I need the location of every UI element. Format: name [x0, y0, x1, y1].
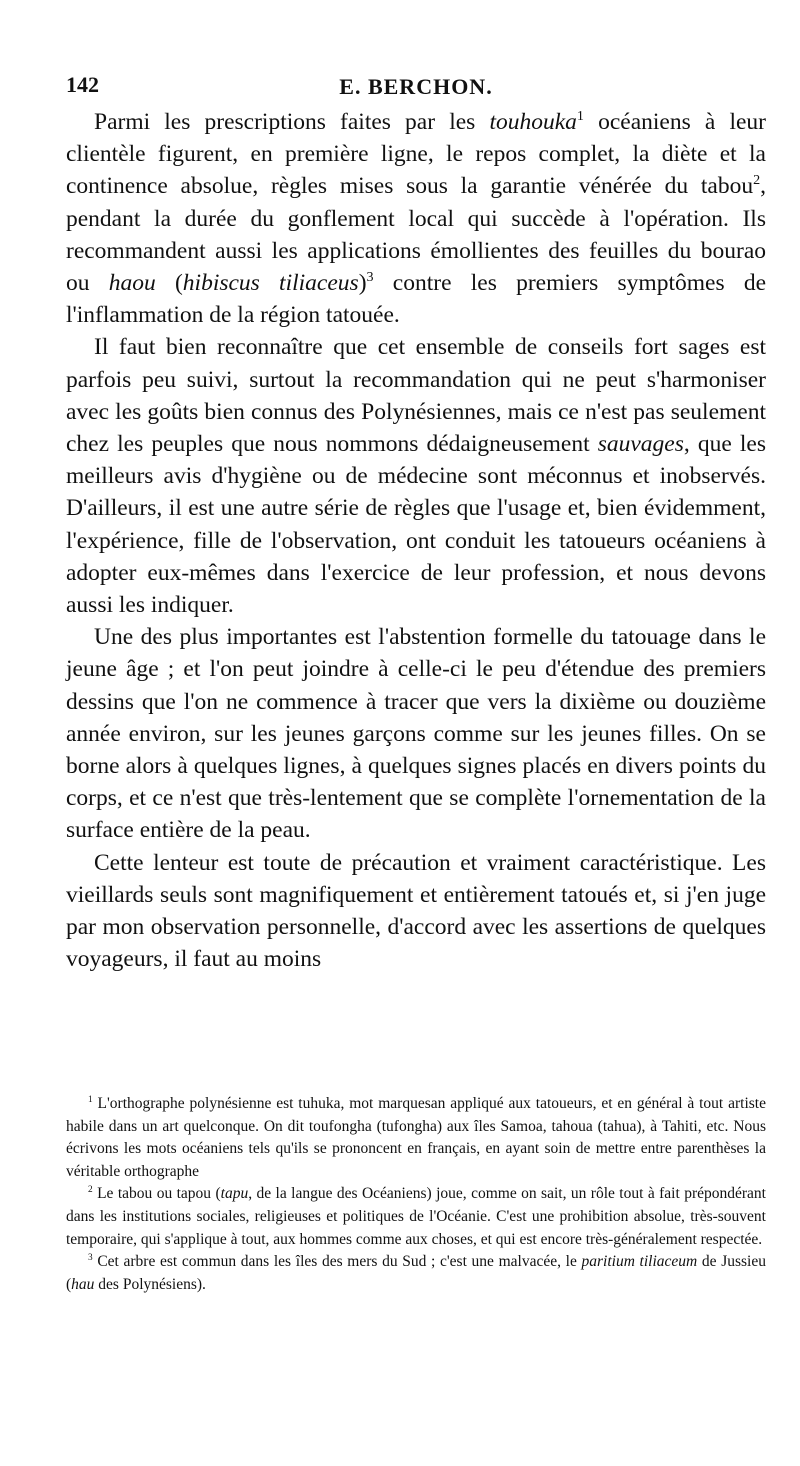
page-header — [66, 72, 766, 108]
text-segment: de Jussieu ( — [66, 1253, 766, 1293]
text-segment: Il faut bien reconnaître que cet ensemble de conseils fort sages est parfois peu suivi, surtout la recommandation qui ne peut s'harmoniser avec les goûts bien connus des Polynésiennes, mais ce n'est pas seulement chez les peuples que nous nommons dédaigneusement — [66, 334, 766, 458]
text-segment: , pendant la durée du gonflement local qui succède à l'opération. Ils recommandent aussi les applications émollientes des feuilles du bourao ou — [66, 173, 766, 297]
text-segment: ) — [358, 270, 367, 297]
italic-text: sauvages — [597, 431, 684, 458]
note-reference: 2 — [88, 1185, 93, 1196]
text-segment: , que les meilleurs avis d'hygiène ou de médecine sont méconnus et inobservés. D'ailleurs, il est une autre série de règles que l'usage et, bien évidemment, l'expérience, fille de l'observation, ont conduit les tatoueurs océaniens à adopter eux-mêmes dans l'exercice de leur profession, et nous devons aussi les indiquer. — [66, 431, 766, 619]
page-number: 142 — [66, 72, 99, 97]
paragraph — [66, 106, 766, 331]
italic-text: hibiscus tiliaceus — [182, 270, 359, 297]
text-segment: Cette lenteur est toute de précaution et vraiment caractéristique. Les vieillards seuls sont magnifiquement et entièrement tatoués et, si j'en juge par mon observation personnelle, d'accord avec les assertions de quelques voyageurs, il faut au moins — [66, 849, 766, 973]
footnote — [66, 1093, 766, 1183]
footnote — [66, 1183, 766, 1251]
italic-text: touhouka — [489, 109, 577, 135]
italic-text: haou — [108, 270, 156, 297]
note-reference: 1 — [88, 1094, 93, 1105]
note-reference: 3 — [88, 1253, 93, 1263]
paragraph — [66, 621, 766, 846]
text-segment: contre les premiers symptômes de l'inflammation de la région tatouée. — [66, 270, 766, 329]
text-segment: océaniens à leur clientèle figurent, en première ligne, le repos complet, la diète et la continence absolue, règles mises sous la garantie vénérée du tabou — [66, 109, 766, 200]
text-segment: ( — [155, 270, 183, 297]
italic-text: paritium tiliaceum — [581, 1253, 698, 1271]
text-segment: des Polynésiens). — [94, 1275, 206, 1293]
note-reference: 2 — [753, 172, 761, 189]
paragraph — [66, 331, 766, 621]
text-segment: Une des plus importantes est l'abstention formelle du tatouage dans le jeune âge ; et l'on peut joindre à celle-ci le peu d'étendue des premiers dessins que l'on ne commence à tracer que vers la dixième ou douzième année environ, sur les jeunes garçons comme sur les jeunes filles. On se borne alors à quelques lignes, à quelques signes placés en divers points du corps, et ce n'est que très-lentement que se complète l'ornementation de la surface entière de la peau. — [66, 624, 766, 844]
text-segment: Cet arbre est commun dans les îles des mers du Sud ; c'est une malvacée, le — [92, 1253, 582, 1271]
footnotes — [66, 1093, 766, 1296]
text-segment: L'orthographe polynésienne est tuhuka, mot marquesan appliqué aux tatoueurs, et en général à tout artiste habile dans un art quelconque. On dit toufongha (tufongha) aux îles Samoa, tahoua (tahua), à Tahiti, etc. Nous écrivons les mots océaniens tels qu'ils se prononcent en français, en ayant soin de mettre entre parenthèses la véritable orthographe — [66, 1095, 766, 1180]
italic-text: tapu — [220, 1185, 249, 1203]
text-segment: , de la langue des Océaniens) joue, comme on sait, un rôle tout à fait prépondérant dans les institutions sociales, religieuses et politiques de l'Océanie. C'est une prohibition absolue, très-souvent temporaire, qui s'applique à tout, aux hommes comme aux choses, et qui est encore très-généralement respectée. — [66, 1185, 766, 1248]
italic-text: hau — [71, 1275, 95, 1293]
footnote — [66, 1251, 766, 1296]
paragraph — [66, 847, 766, 976]
text-segment: Le tabou ou tapou ( — [92, 1185, 221, 1203]
note-reference: 1 — [576, 108, 584, 125]
running-title: E. BERCHON. — [339, 74, 493, 99]
note-reference: 3 — [366, 269, 374, 286]
text-segment: Parmi les prescriptions faites par les — [94, 109, 490, 135]
body-text — [66, 106, 766, 975]
